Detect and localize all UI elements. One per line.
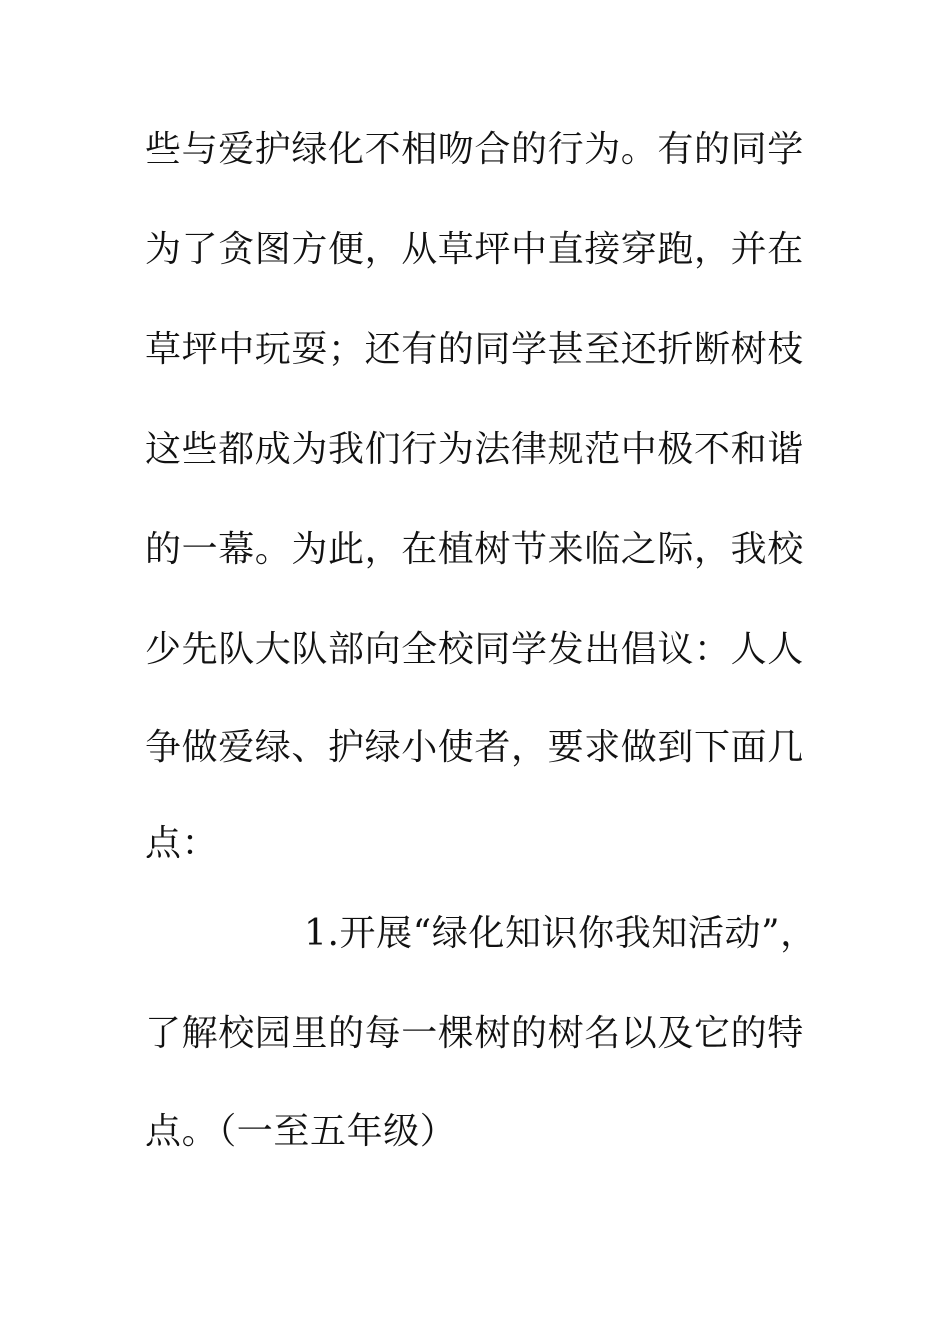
list-item-1-line-2: 了解校园里的每一棵树的树名以及它的特 <box>145 1013 804 1054</box>
list-item-1-heading: 1.开展“绿化知识你我知活动”， <box>304 913 817 954</box>
paragraph-line-6: 少先队大队部向全校同学发出倡议：人人 <box>145 629 804 670</box>
paragraph-line-3: 草坪中玩耍；还有的同学甚至还折断树枝 <box>145 329 804 370</box>
paragraph-line-1: 些与爱护绿化不相吻合的行为。有的同学 <box>145 129 804 170</box>
list-item-1-line-3: 点。（一至五年级） <box>145 1111 457 1152</box>
paragraph-line-5: 的一幕。为此，在植树节来临之际，我校 <box>145 529 804 570</box>
paragraph-line-7: 争做爱绿、护绿小使者，要求做到下面几 <box>145 727 804 768</box>
paragraph-line-2: 为了贪图方便，从草坪中直接穿跑，并在 <box>145 229 804 270</box>
paragraph-line-8: 点： <box>145 823 219 864</box>
paragraph-line-4: 这些都成为我们行为法律规范中极不和谐 <box>145 429 804 470</box>
